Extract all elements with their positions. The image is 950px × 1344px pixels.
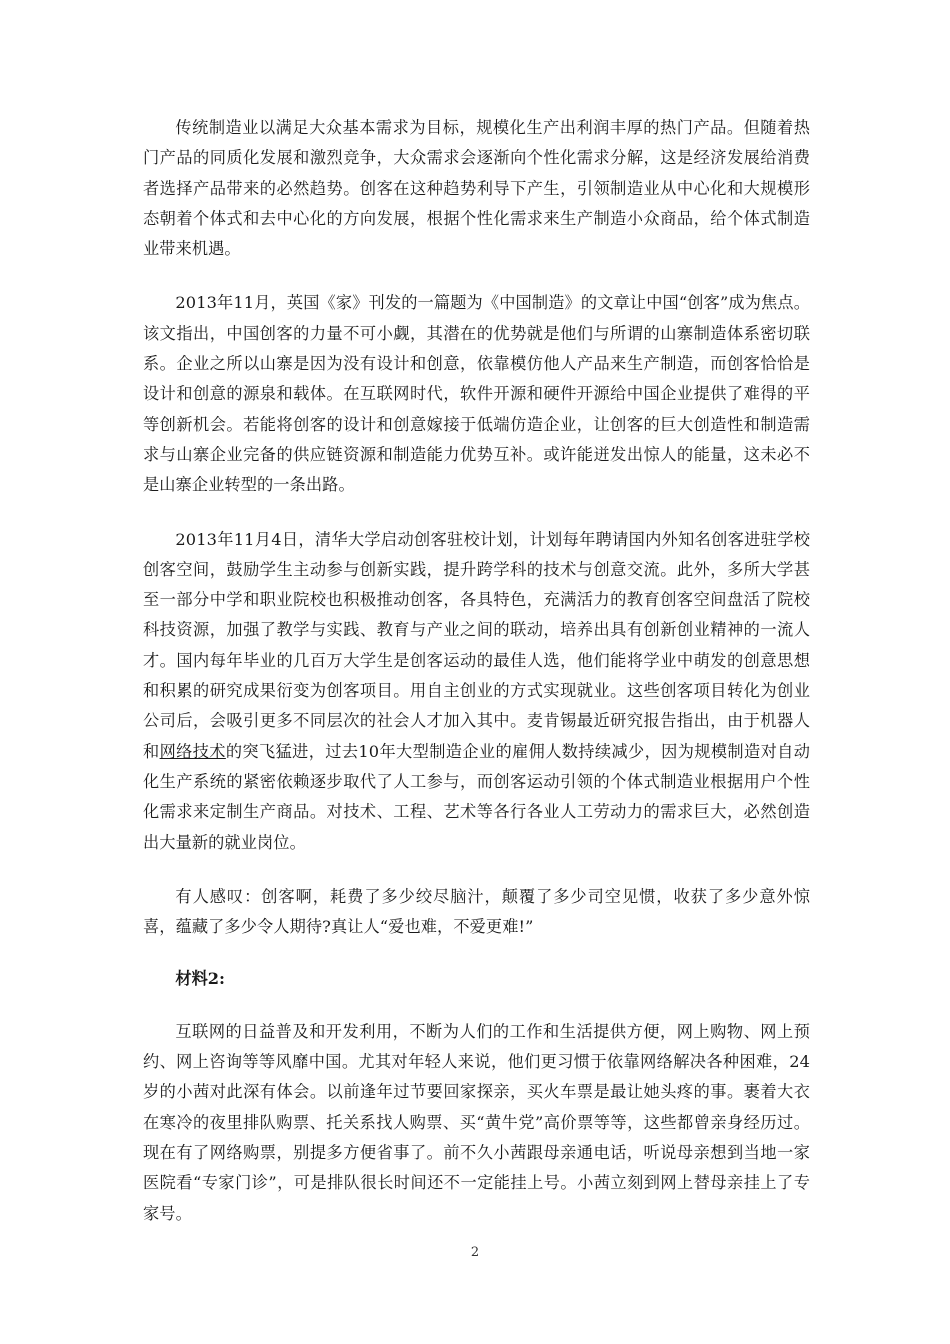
paragraph-gap: [143, 995, 810, 1017]
material-2-heading: 材料2:: [175, 969, 226, 989]
paragraph-text-segment: 2013年11月4日，清华大学启动创客驻校计划，计划每年聘请国内外知名创客进驻学校创客空间，鼓励学生主动参与创新实践，提升跨学科的技术与创意交流。此外，多所大学甚至一部分中学和职业院校也积极推动创客，各具特色，充满活力的教育创客空间盘活了院校科技资源，加强了教学与实践、教育与产业之间的联动，培养出具有创新创业精神的一流人才。国内每年毕业的几百万大学生是创客运动的最佳人选，他们能将学业中萌发的创意思想和积累的研究成果衍变为创客项目。用自主创业的方式实现就业。这些创客项目转化为创业公司后，会吸引更多不同层次的社会人才加入其中。麦肯锡最近研究报告指出，由于机器人和: [143, 529, 810, 761]
paragraph-gap: [143, 264, 810, 288]
network-technology-link[interactable]: 网络技术: [159, 741, 226, 761]
paragraph-tsinghua-maker-program: [143, 525, 810, 858]
paragraph-traditional-manufacturing: 传统制造业以满足大众基本需求为目标，规模化生产出利润丰厚的热门产品。但随着热门产品的同质化发展和激烈竞争，大众需求会逐渐向个性化需求分解，这是经济发展给消费者选择产品带来的必然趋势。创客在这种趋势利导下产生，引领制造业从中心化和大规模形态朝着个体式和去中心化的方向发展，根据个性化需求来生产制造小众商品，给个体式制造业带来机遇。: [143, 118, 810, 259]
paragraph-gap: [143, 942, 810, 964]
paragraph-internet-convenience: 互联网的日益普及和开发利用，不断为人们的工作和生活提供方便，网上购物、网上预约、网上咨询等等风靡中国。尤其对年轻人来说，他们更习惯于依靠网络解决各种困难，24岁的小茜对此深有体会。以前逢年过节要回家探亲，买火车票是最让她头疼的事。裹着大衣在寒冷的夜里排队购票、托关系找人购票、买“黄牛党”高价票等等，这些都曾亲身经历过。现在有了网络购票，别提多方便省事了。前不久小茜跟母亲通电话，听说母亲想到当地一家医院看“专家门诊”，可是排队很长时间还不一定能挂上号。小茜立刻到网上替母亲挂上了专家号。: [143, 1021, 810, 1223]
paragraph-gap: [143, 501, 810, 525]
paragraph-maker-sigh: 有人感叹：创客啊，耗费了多少绞尽脑汁，颠覆了多少司空见惯，收获了多少意外惊喜，蕴藏了多少令人期待?真让人“爱也难，不爱更难!”: [143, 886, 810, 937]
paragraph-made-in-china-article: 2013年11月，英国《家》刊发的一篇题为《中国制造》的文章让中国“创客”成为焦点。该文指出，中国创客的力量不可小觑，其潜在的优势就是他们与所谓的山寨制造体系密切联系。企业之所以山寨是因为没有设计和创意，依靠模仿他人产品来生产制造，而创客恰恰是设计和创意的源泉和载体。在互联网时代，软件开源和硬件开源给中国企业提供了难得的平等创新机会。若能将创客的设计和创意嫁接于低端仿造企业，让创客的巨大创造性和制造需求与山寨企业完备的供应链资源和制造能力优势互补。或许能迸发出惊人的能量，这未必不是山寨企业转型的一条出路。: [143, 293, 810, 495]
page-number: 2: [470, 1245, 480, 1260]
paragraph-text-segment: 的突飞猛进，过去10年大型制造企业的雇佣人数持续减少，因为规模制造对自动化生产系统的紧密依赖逐步取代了人工参与，而创客运动引领的个体式制造业根据用户个性化需求来定制生产商品。对技术、工程、艺术等各行各业人工劳动力的需求巨大，必然创造出大量新的就业岗位。: [143, 741, 810, 852]
document-body: [143, 113, 810, 1229]
paragraph-gap: [143, 858, 810, 882]
